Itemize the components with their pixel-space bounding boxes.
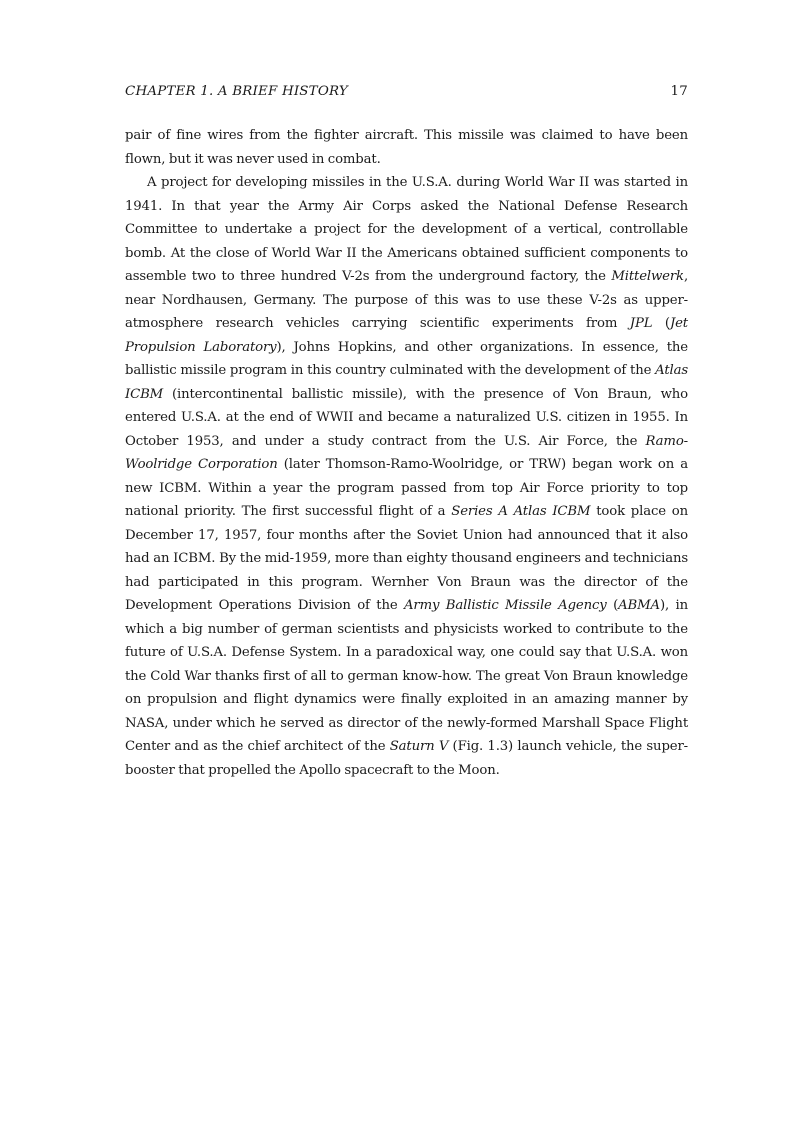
running-head: CHAPTER 1. A BRIEF HISTORY: [125, 84, 348, 99]
paragraph-us-missile-history: [125, 171, 688, 782]
italic-term-atlas-icbm: Atlas ICBM: [125, 363, 688, 402]
text-segment: ), Johns Hopkins, and other organizations. In essence, the ballistic missile program in this country culminated with the development of the: [125, 339, 688, 378]
italic-term-ramo-woolridge: Ramo-Woolridge Corporation: [125, 433, 688, 472]
text-segment: ), in which a big number of german scientists and physicists worked to contribute to the future of U.S.A. Defense System. In a paradoxical way, one could say that U.S.A. won the Cold War thanks first of all to german know-how. The great Von Braun knowledge on propulsion and flight dynamics were finally exploited in an amazing manner by NASA, under which he served as director of the newly-formed Marshall Space Flight Center and as the chief architect of the: [125, 598, 688, 754]
text-segment: A project for developing missiles in the U.S.A. during World War II was started in 1941. In that year the Army Air Corps asked the National Defense Research Committee to undertake a project for the development of a vertical, controllable bomb. At the close of World War II the Americans obtained sufficient components to assemble two to three hundred V-2s from the underground factory, the: [125, 175, 688, 284]
text-segment: (Fig. 1.3) launch vehicle, the super-booster that propelled the Apollo spacecraft to the Moon.: [125, 739, 688, 778]
italic-term-jet-propulsion-laboratory: Jet Propulsion Laboratory: [125, 316, 688, 355]
text-segment: , near Nordhausen, Germany. The purpose of this was to use these V-2s as upper-atmosphere research vehicles carrying scientific experiments from: [125, 269, 688, 331]
text-segment: (intercontinental ballistic missile), with the presence of Von Braun, who entered U.S.A. at the end of WWII and became a naturalized U.S. citizen in 1955. In October 1953, and under a study contract from the U.S. Air Force, the: [125, 386, 688, 449]
italic-term-abma: ABMA: [618, 598, 660, 613]
text-segment: (: [606, 598, 619, 613]
text-segment: (later Thomson-Ramo-Woolridge, or TRW) began work on a new ICBM. Within a year the program passed from top Air Force priority to top national priority. The first successful flight of a: [125, 457, 688, 519]
body-text: [125, 124, 688, 782]
text-segment: took place on December 17, 1957, four months after the Soviet Union had announced that it also had an ICBM. By the mid-1959, more than eighty thousand engineers and technicians had participated in this program. Wernher Von Braun was the director of the Development Operations Division of the: [125, 504, 688, 613]
text-segment: (: [652, 316, 670, 331]
italic-term-mittelwerk: Mittelwerk: [611, 269, 684, 284]
italic-term-jpl: JPL: [629, 316, 653, 331]
italic-term-abma-full: Army Ballistic Missile Agency: [403, 598, 607, 613]
italic-term-series-a-atlas: Series A Atlas ICBM: [451, 504, 591, 519]
page-number: 17: [670, 84, 688, 99]
text-segment: pair of fine wires from the fighter aircraft. This missile was claimed to have been flown, but it was never used in combat.: [125, 128, 688, 167]
paragraph-continuation: [125, 124, 688, 171]
italic-term-saturn-v: Saturn V: [389, 739, 449, 754]
page-header: [125, 84, 688, 106]
